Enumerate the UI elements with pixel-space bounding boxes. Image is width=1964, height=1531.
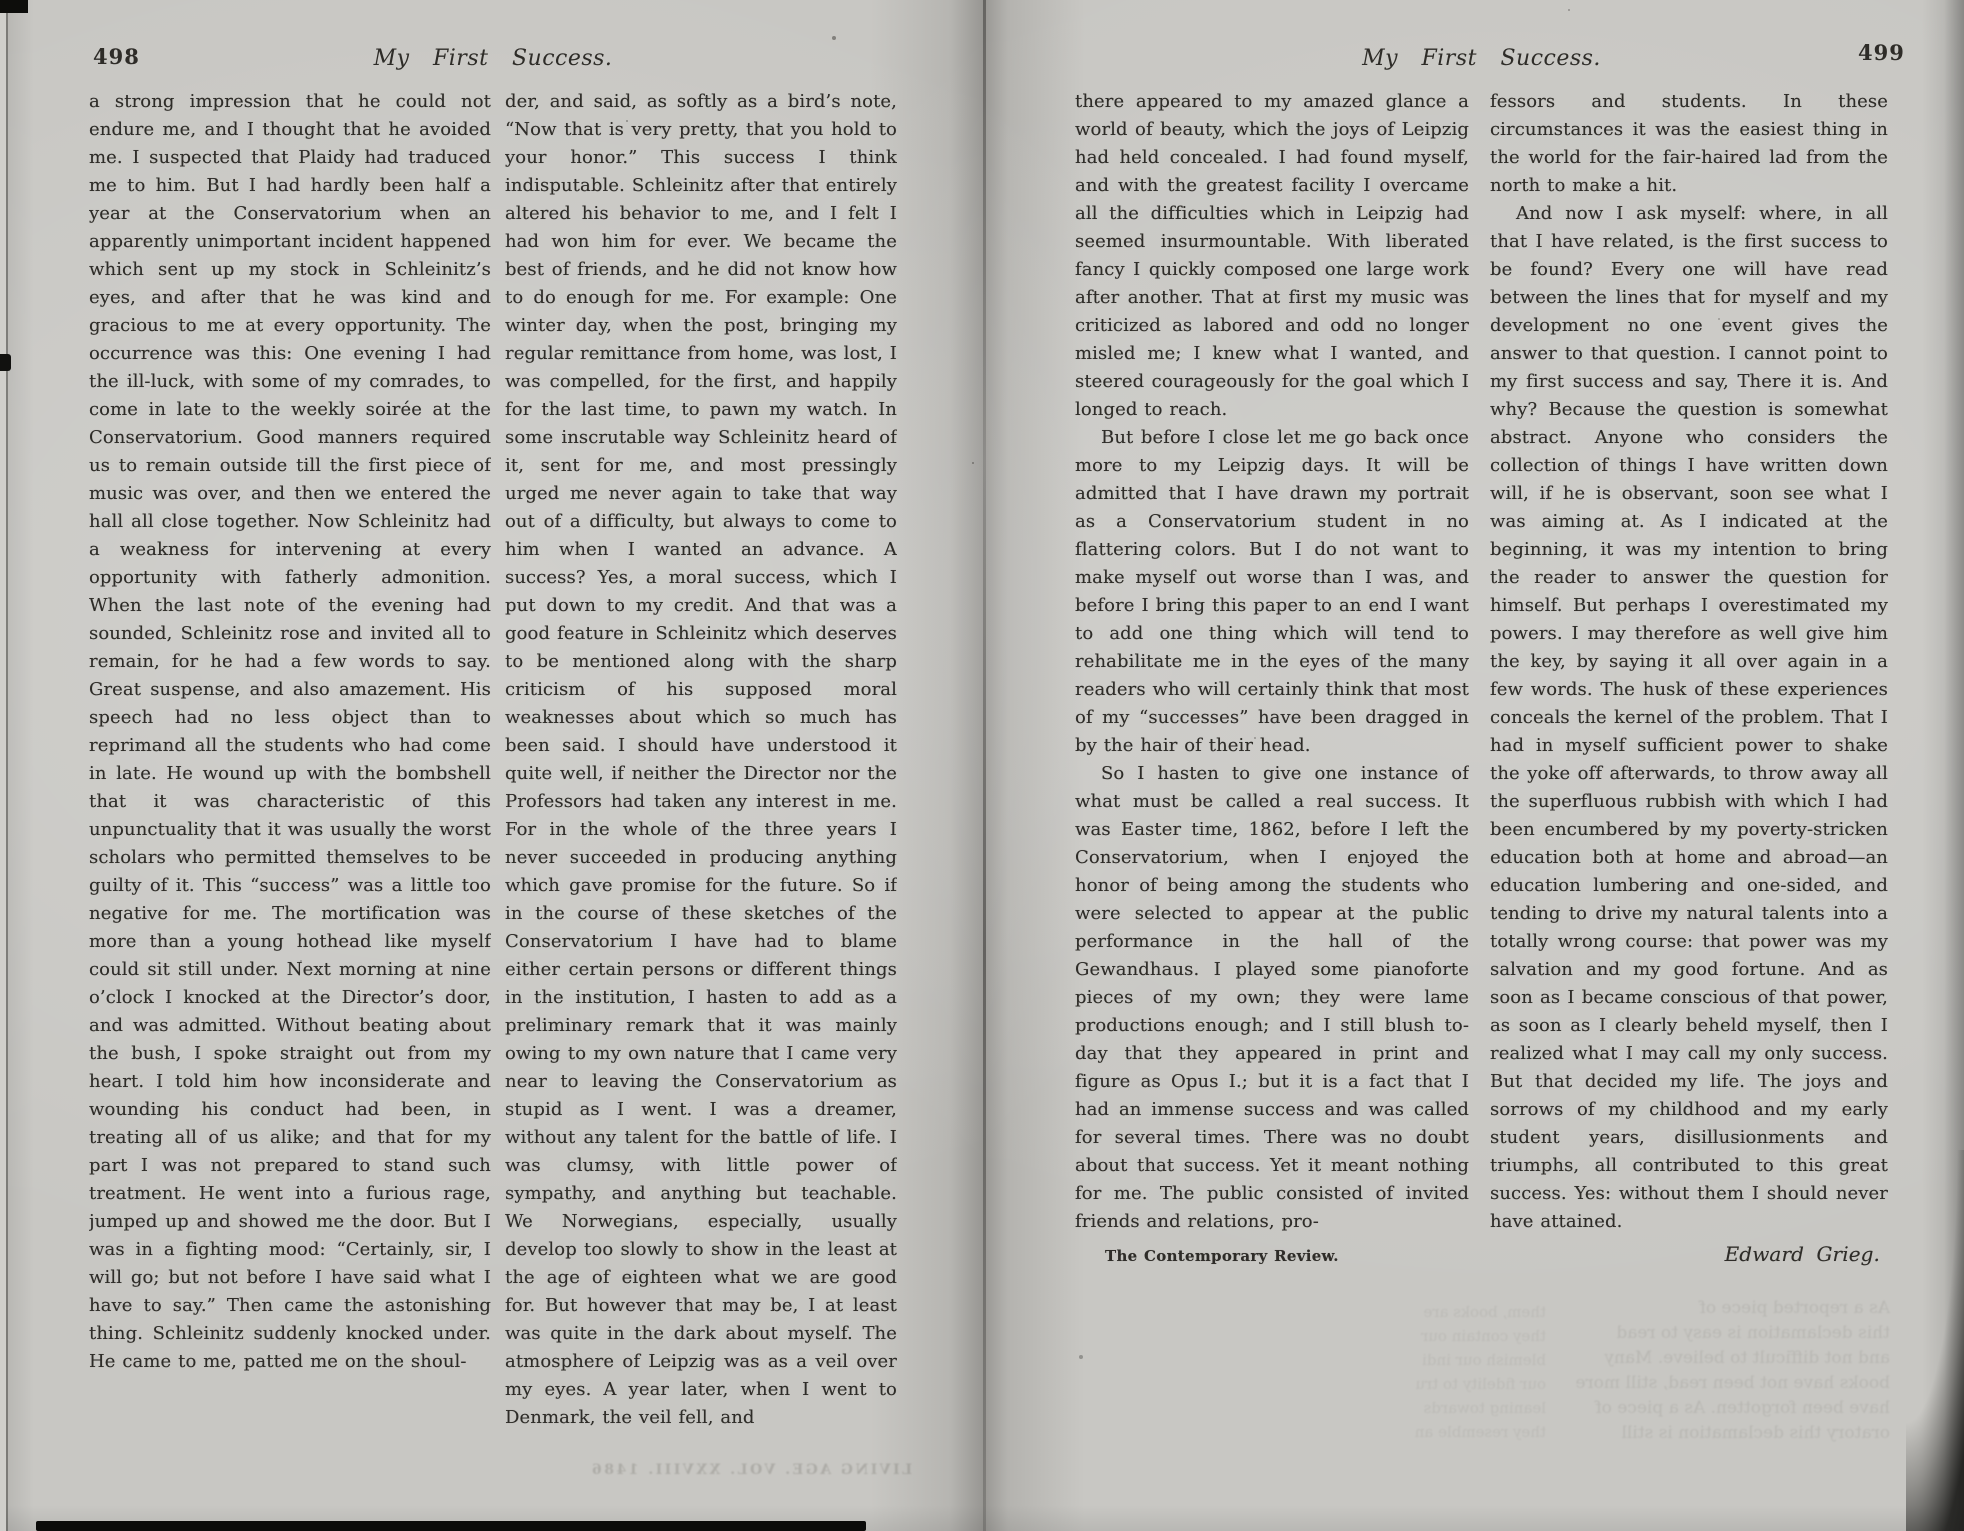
source-attribution: The Contemporary Review. — [1105, 1247, 1339, 1265]
page-number-left: 498 — [93, 44, 140, 69]
page-curl-bottom-right — [1906, 1150, 1964, 1531]
bleed-line: this declamation is easy to read — [1616, 1323, 1890, 1343]
bleed-line: they contain our — [1421, 1327, 1546, 1345]
dust-specks — [0, 0, 2, 2]
scanner-bottom-bar — [36, 1521, 866, 1531]
text-column-1 — [89, 88, 491, 1508]
text-column-3 — [1075, 88, 1469, 1508]
bleed-through-caption: LIVING AGE. VOL. XXVIII. 1486 — [589, 1462, 912, 1478]
scanner-edge-mark — [0, 354, 11, 371]
bleed-line: them, books are — [1423, 1303, 1546, 1321]
bleed-through-text-side — [1386, 1300, 1546, 1450]
paragraph: But before I close let me go back once more to my Leipzig days. It will be admitted that I have drawn my portrait as a Conservatorium student in no flattering colors. But I do not want to make myself out worse than I was, and before I bring this paper to an end I want to add one thing which will tend to rehabilitate me in the eyes of the many readers who will certainly think that most of my “successes” have been dragged in by the hair of their head. — [1075, 427, 1469, 756]
bleed-line: have been forgotten. As a piece of — [1595, 1398, 1890, 1418]
page-number-right: 499 — [1858, 40, 1905, 65]
bleed-line: As a reported piece of — [1699, 1298, 1890, 1318]
bleed-line: blemish our indi — [1422, 1351, 1546, 1369]
bleed-line: they resemble an — [1414, 1423, 1546, 1441]
paragraph: der, and said, as softly as a bird’s note, “Now that is very pretty, that you hold to your honor.” This success I think indisputable. Schleinitz after that entirely altered his behavior to me, and I felt I had won him for ever. We became the best of friends, and he did not know how to do enough for me. For example: One winter day, when the post, bringing my regular remittance from home, was lost, I was compelled, for the first, and happily for the last time, to pawn my watch. In some inscrutable way Schleinitz heard of it, sent for me, and most pressingly urged me never again to take that way out of a difficulty, but always to come to him when I wanted an advance. A success? Yes, a moral success, which I put down to my credit. And that was a good feature in Schleinitz which deserves to be mentioned along with the sharp criticism of his supposed moral weaknesses about which so much has been said. I should have understood it quite well, if neither the Director nor the Professors had taken any interest in me. For in the whole of the three years I never succeeded in producing anything which gave promise for the future. So if in the course of these sketches of the Conservatorium I have had to blame either certain persons or different things in the institution, I hasten to add as a preliminary remark that it was mainly owing to my own nature that I came very near to leaving the Conservatorium as stupid as I went. I was a dreamer, without any talent for the battle of life. I was clumsy, with little power of sympathy, and anything but teachable. We Norwegians, especially, usually develop too slowly to show in the least at the age of eighteen what we are good for. But however that may be, I at least was quite in the dark about myself. The atmosphere of Leipzig was as a veil over my eyes. A year later, when I went to Denmark, the veil fell, and — [505, 91, 897, 1428]
bleed-line: books have not been read, still more — [1575, 1373, 1890, 1393]
bleed-through-text — [1500, 1296, 1890, 1451]
bleed-line: our fidelity to tru — [1415, 1375, 1546, 1393]
column-4-paragraphs — [1490, 88, 1888, 1236]
author-signature: Edward Grieg. — [1724, 1242, 1880, 1266]
page-edge-line — [6, 0, 8, 1531]
text-column-4 — [1490, 88, 1888, 1508]
running-title-right: My First Success. — [1362, 46, 1601, 71]
bleed-line: and not difficult to believe. Many — [1604, 1348, 1890, 1368]
paragraph: So I hasten to give one instance of what must be called a real success. It was Easter time, 1862, before I left the Conservatorium, when I enjoyed the honor of being among the students who were selected to appear at the public performance in the hall of the Gewandhaus. I played some pianoforte pieces of my own; they were lame productions enough; and I still blush to-day that they appeared in print and figure as Opus I.; but it is a fact that I had an immense success and was called for several times. There was no doubt about that success. Yet it meant nothing for me. The public consisted of invited friends and relations, pro- — [1075, 763, 1469, 1232]
scanner-corner-mark — [0, 0, 28, 13]
paragraph: a strong impression that he could not endure me, and I thought that he avoided me. I suspected that Plaidy had traduced me to him. But I had hardly been half a year at the Conservatorium when an apparently unimportant incident happened which sent up my stock in Schleinitz’s eyes, and after that he was kind and gracious to me at every opportunity. The occurrence was this: One evening I had the ill-luck, with some of my comrades, to come in late to the weekly soirée at the Conservatorium. Good manners required us to remain outside till the first piece of music was over, and then we entered the hall all close together. Now Schleinitz had a weakness for intervening at every opportunity with fatherly admonition. When the last note of the evening had sounded, Schleinitz rose and invited all to remain, for he had a few words to say. Great suspense, and also amazement. His speech had no less object than to reprimand all the students who had come in late. He wound up with the bombshell that it was characteristic of this unpunctuality that it was usually the worst scholars who permitted themselves to be guilty of it. This “success” was a little too negative for me. The mortification was more than a young hothead like myself could sit still under. Next morning at nine o’clock I knocked at the Director’s door, and was admitted. Without beating about the bush, I spoke straight out from my heart. I told him how inconsiderate and wounding his conduct had been, in treating all of us alike; and that for my part I was not prepared to stand such treatment. He went into a furious rage, jumped up and showed me the door. But I was in a fighting mood: “Certainly, sir, I will go; but not before I have said what I have to say.” Then came the astonishing thing. Schleinitz suddenly knocked under. He came to me, patted me on the shoul- — [89, 91, 491, 1372]
paragraph: And now I ask myself: where, in all that I have related, is the first success to be found? Every one will have read between the lines that for myself and my development no one event gives the answer to that question. I cannot point to my first success and say, There it is. And why? Because the question is somewhat abstract. Anyone who considers the collection of things I have written down will, if he is observant, soon see what I was aiming at. As I indicated at the beginning, it was my intention to bring the reader to answer the question for himself. But perhaps I overestimated my powers. I may therefore as well give him the key, by saying it all over again in a few words. The husk of these experiences conceals the kernel of the problem. That I had in myself sufficient power to shake the yoke off afterwards, to throw away all the superfluous rubbish with which I had been encumbered by my poverty-stricken education both at home and abroad—an education lumbering and one-sided, and tending to drive my natural talents into a totally wrong course: that power was my salvation and my good fortune. And as soon as I became conscious of that power, as soon as I clearly beheld myself, then I realized what I may call my only success. But that decided my life. The joys and sorrows of my childhood and my early student years, disillusionments and triumphs, all contributed to this great success. Yes: without them I should never have attained. — [1490, 203, 1888, 1232]
column-3-paragraphs — [1075, 88, 1469, 1236]
book-gutter-fold — [983, 0, 986, 1531]
bleed-line: leaning towards — [1423, 1399, 1546, 1417]
bleed-line: oratory this declamation is still — [1621, 1423, 1890, 1443]
text-column-2 — [505, 88, 897, 1508]
running-title-left: My First Success. — [373, 46, 613, 71]
paragraph: fessors and students. In these circumstances it was the easiest thing in the world for the fair-haired lad from the north to make a hit. — [1490, 91, 1888, 196]
paragraph: there appeared to my amazed glance a world of beauty, which the joys of Leipzig had held concealed. I had found myself, and with the greatest facility I overcame all the difficulties which in Leipzig had seemed insurmountable. With liberated fancy I quickly composed one large work after another. That at first my music was criticized as labored and odd no longer misled me; I knew what I wanted, and steered courageously for the goal which I longed to reach. — [1075, 91, 1469, 420]
